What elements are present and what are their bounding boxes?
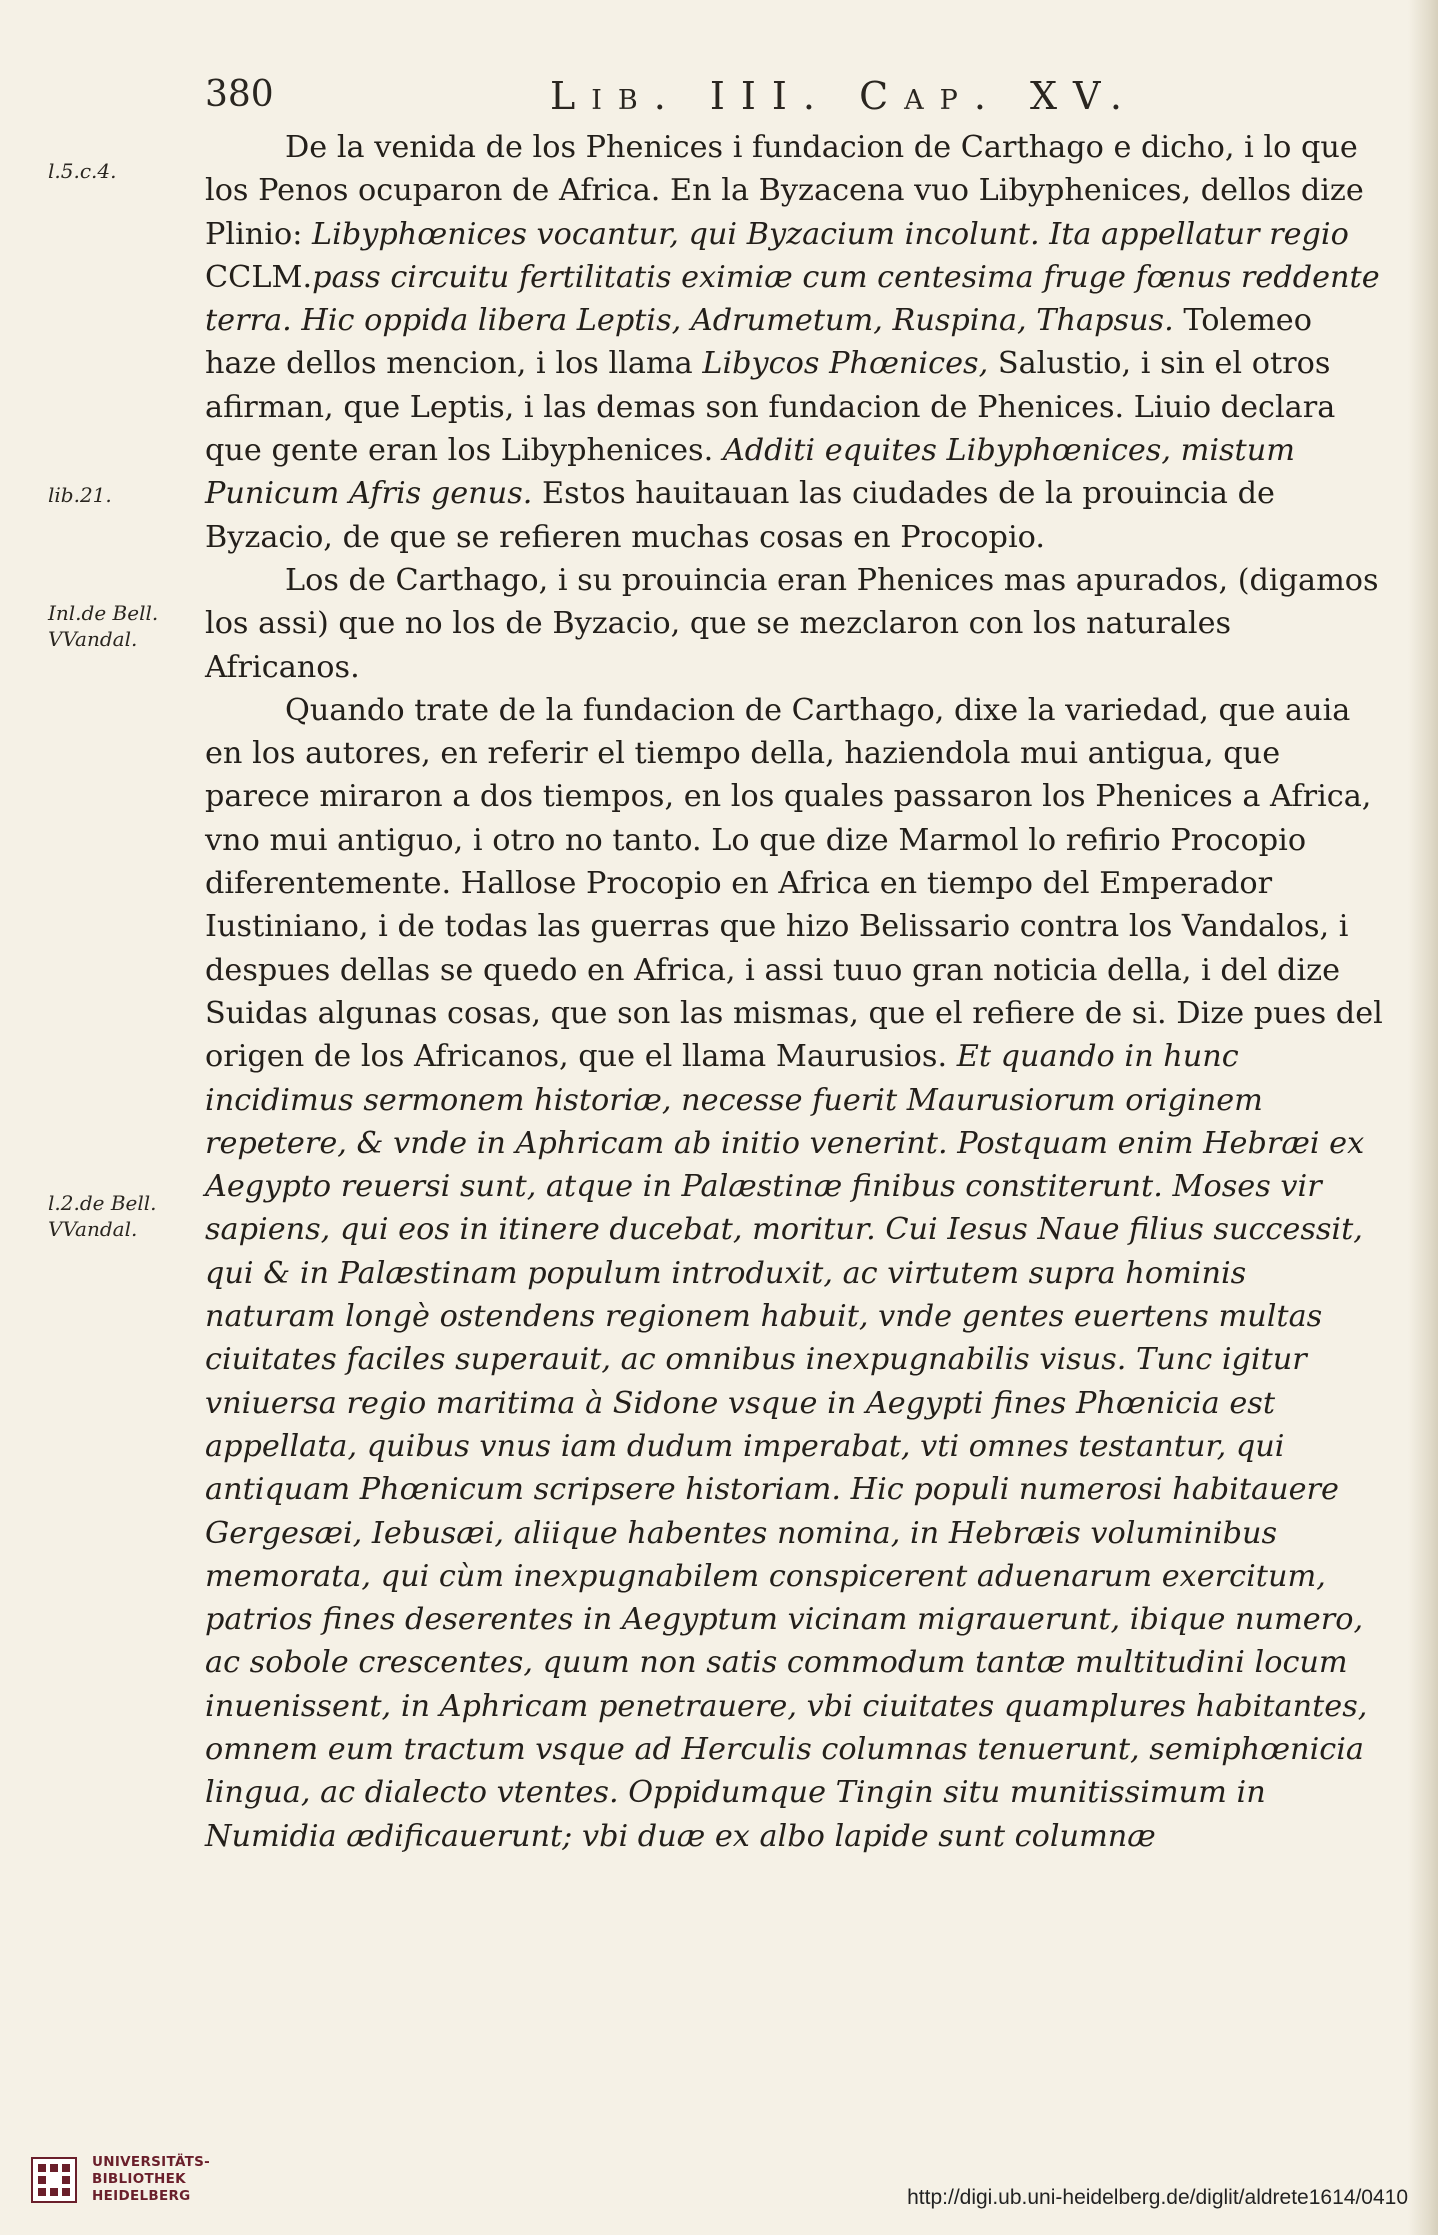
text-run: Libyphœnices vocantur, qui Byzacium incolunt. Ita appellatur regio — [312, 216, 1349, 252]
marginal-note-2: lib.21. — [48, 483, 112, 507]
text-run: pass circuitu fertilitatis eximiæ cum centesima fruge fœnus reddente terra. Hic oppida libera Leptis, Adrumetum, Ruspina, Thapsus. — [205, 259, 1380, 339]
body-text — [205, 126, 1385, 1858]
text-run: De la venida de los Phenices i fundacion de Carthago e dicho, i lo que los Penos ocuparon de Africa. En la Byzacena vuo Libyphenices, dellos dize Plinio: — [205, 130, 1364, 252]
marginal-note-3: Inl.de Bell. VVandal. — [48, 601, 159, 651]
text-run: Salustio, i sin el otros afirman, que Leptis, i las demas son fundacion de Phenices. Liuio declara que gente eran los Libyphenices. — [205, 346, 1336, 469]
marginal-note-4: l.2.de Bell. VVandal. — [48, 1191, 157, 1241]
source-url-link[interactable]: http://digi.ub.uni-heidelberg.de/diglit/aldrete1614/0410 — [907, 2186, 1408, 2209]
text-run: CCLM. — [205, 259, 313, 295]
university-library-seal-icon — [30, 2156, 78, 2204]
text-run: Et quando in hunc incidimus sermonem historiæ, necesse fuerit Maurusiorum originem repetere, & vnde in Aphricam ab initio venerint. Postquam enim Hebræi ex Aegypto reuersi sunt, atque in Palæstinæ finibus constiterunt. Moses vir sapiens, qui eos in itinere ducebat, moritur. Cui Iesus Naue filius successit, qui & in Palæstinam populum introduxit, ac virtutem supra hominis naturam longè ostendens regionem habuit, vnde gentes euertens multas ciuitates faciles superauit, ac omnibus inexpugnabilis visus. Tunc igitur vniuersa regio maritima à Sidone vsque in Aegypti fines Phœnicia est appellata, quibus vnus iam dudum imperabat, vti omnes testantur, qui antiquam Phœnicum scripsere historiam. Hic populi numerosi habitauere Gergesæi, Iebusæi, aliique habentes nomina, in Hebræis voluminibus memorata, qui cùm inexpugnabilem conspicerent aduenarum exercitum, patrios fines deserentes in Aegyptum vicinam migrauerunt, ibique numero, ac sobole crescentes, quum non satis commodum tantæ multitudini locum inuenissent, in Aphricam penetrauere, vbi ciuitates quamplures habitantes, omnem eum tractum vsque ad Herculis columnas tenuerunt, semiphœnicia lingua, ac dialecto vtentes. Oppidumque Tingin situ munitissimum in Numidia ædificauerunt; vbi duæ ex albo lapide sunt columnæ — [205, 1039, 1368, 1854]
text-run: Los de Carthago, i su prouincia eran Phenices mas apurados, (digamos los assi) que no los de Byzacio, que se mezclaron con los naturales Africanos. — [205, 562, 1379, 685]
paragraph-3 — [205, 689, 1385, 1858]
paragraph-2 — [205, 559, 1385, 689]
marginal-note-1: l.5.c.4. — [48, 159, 117, 183]
text-run: Libycos Phœnices, — [702, 346, 989, 382]
page-edge-shadow — [1408, 0, 1438, 2235]
text-run: Quando trate de la fundacion de Carthago, dixe la variedad, que auia en los autores, en referir el tiempo della, haziendola mui antigua, que parece miraron a dos tiempos, en los quales passaron los Phenices a Africa, vno mui antiguo, i otro no tanto. Lo que dize Marmol lo refirio Procopio diferentemente. Hallose Procopio en Africa en tiempo del Emperador Iustiniano, i de todas las guerras que hizo Belissario contra los Vandalos, i despues dellas se quedo en Africa, i assi tuuo gran noticia della, i del dize Suidas algunas cosas, que son las mismas, que el refiere de si. Dize pues del origen de los Africanos, que el llama Maurusios. — [205, 692, 1383, 1075]
running-head — [205, 74, 1405, 122]
page-number: 380 — [205, 74, 274, 115]
text-run: Estos hauitauan las ciudades de la prouincia de Byzacio, de que se refieren muchas cosas en Procopio. — [205, 476, 1275, 555]
paragraph-1 — [205, 126, 1385, 559]
library-logo — [30, 2152, 330, 2212]
chapter-heading: Lib. III. Cap. XV. — [550, 74, 1138, 118]
text-run: Tolemeo haze dellos mencion, i los llama — [205, 303, 1312, 382]
text-run: Additi equites Libyphœnices, mistum Punicum Afris genus. — [205, 433, 1295, 512]
library-name: UNIVERSITÄTS- BIBLIOTHEK HEIDELBERG — [92, 2154, 211, 2204]
